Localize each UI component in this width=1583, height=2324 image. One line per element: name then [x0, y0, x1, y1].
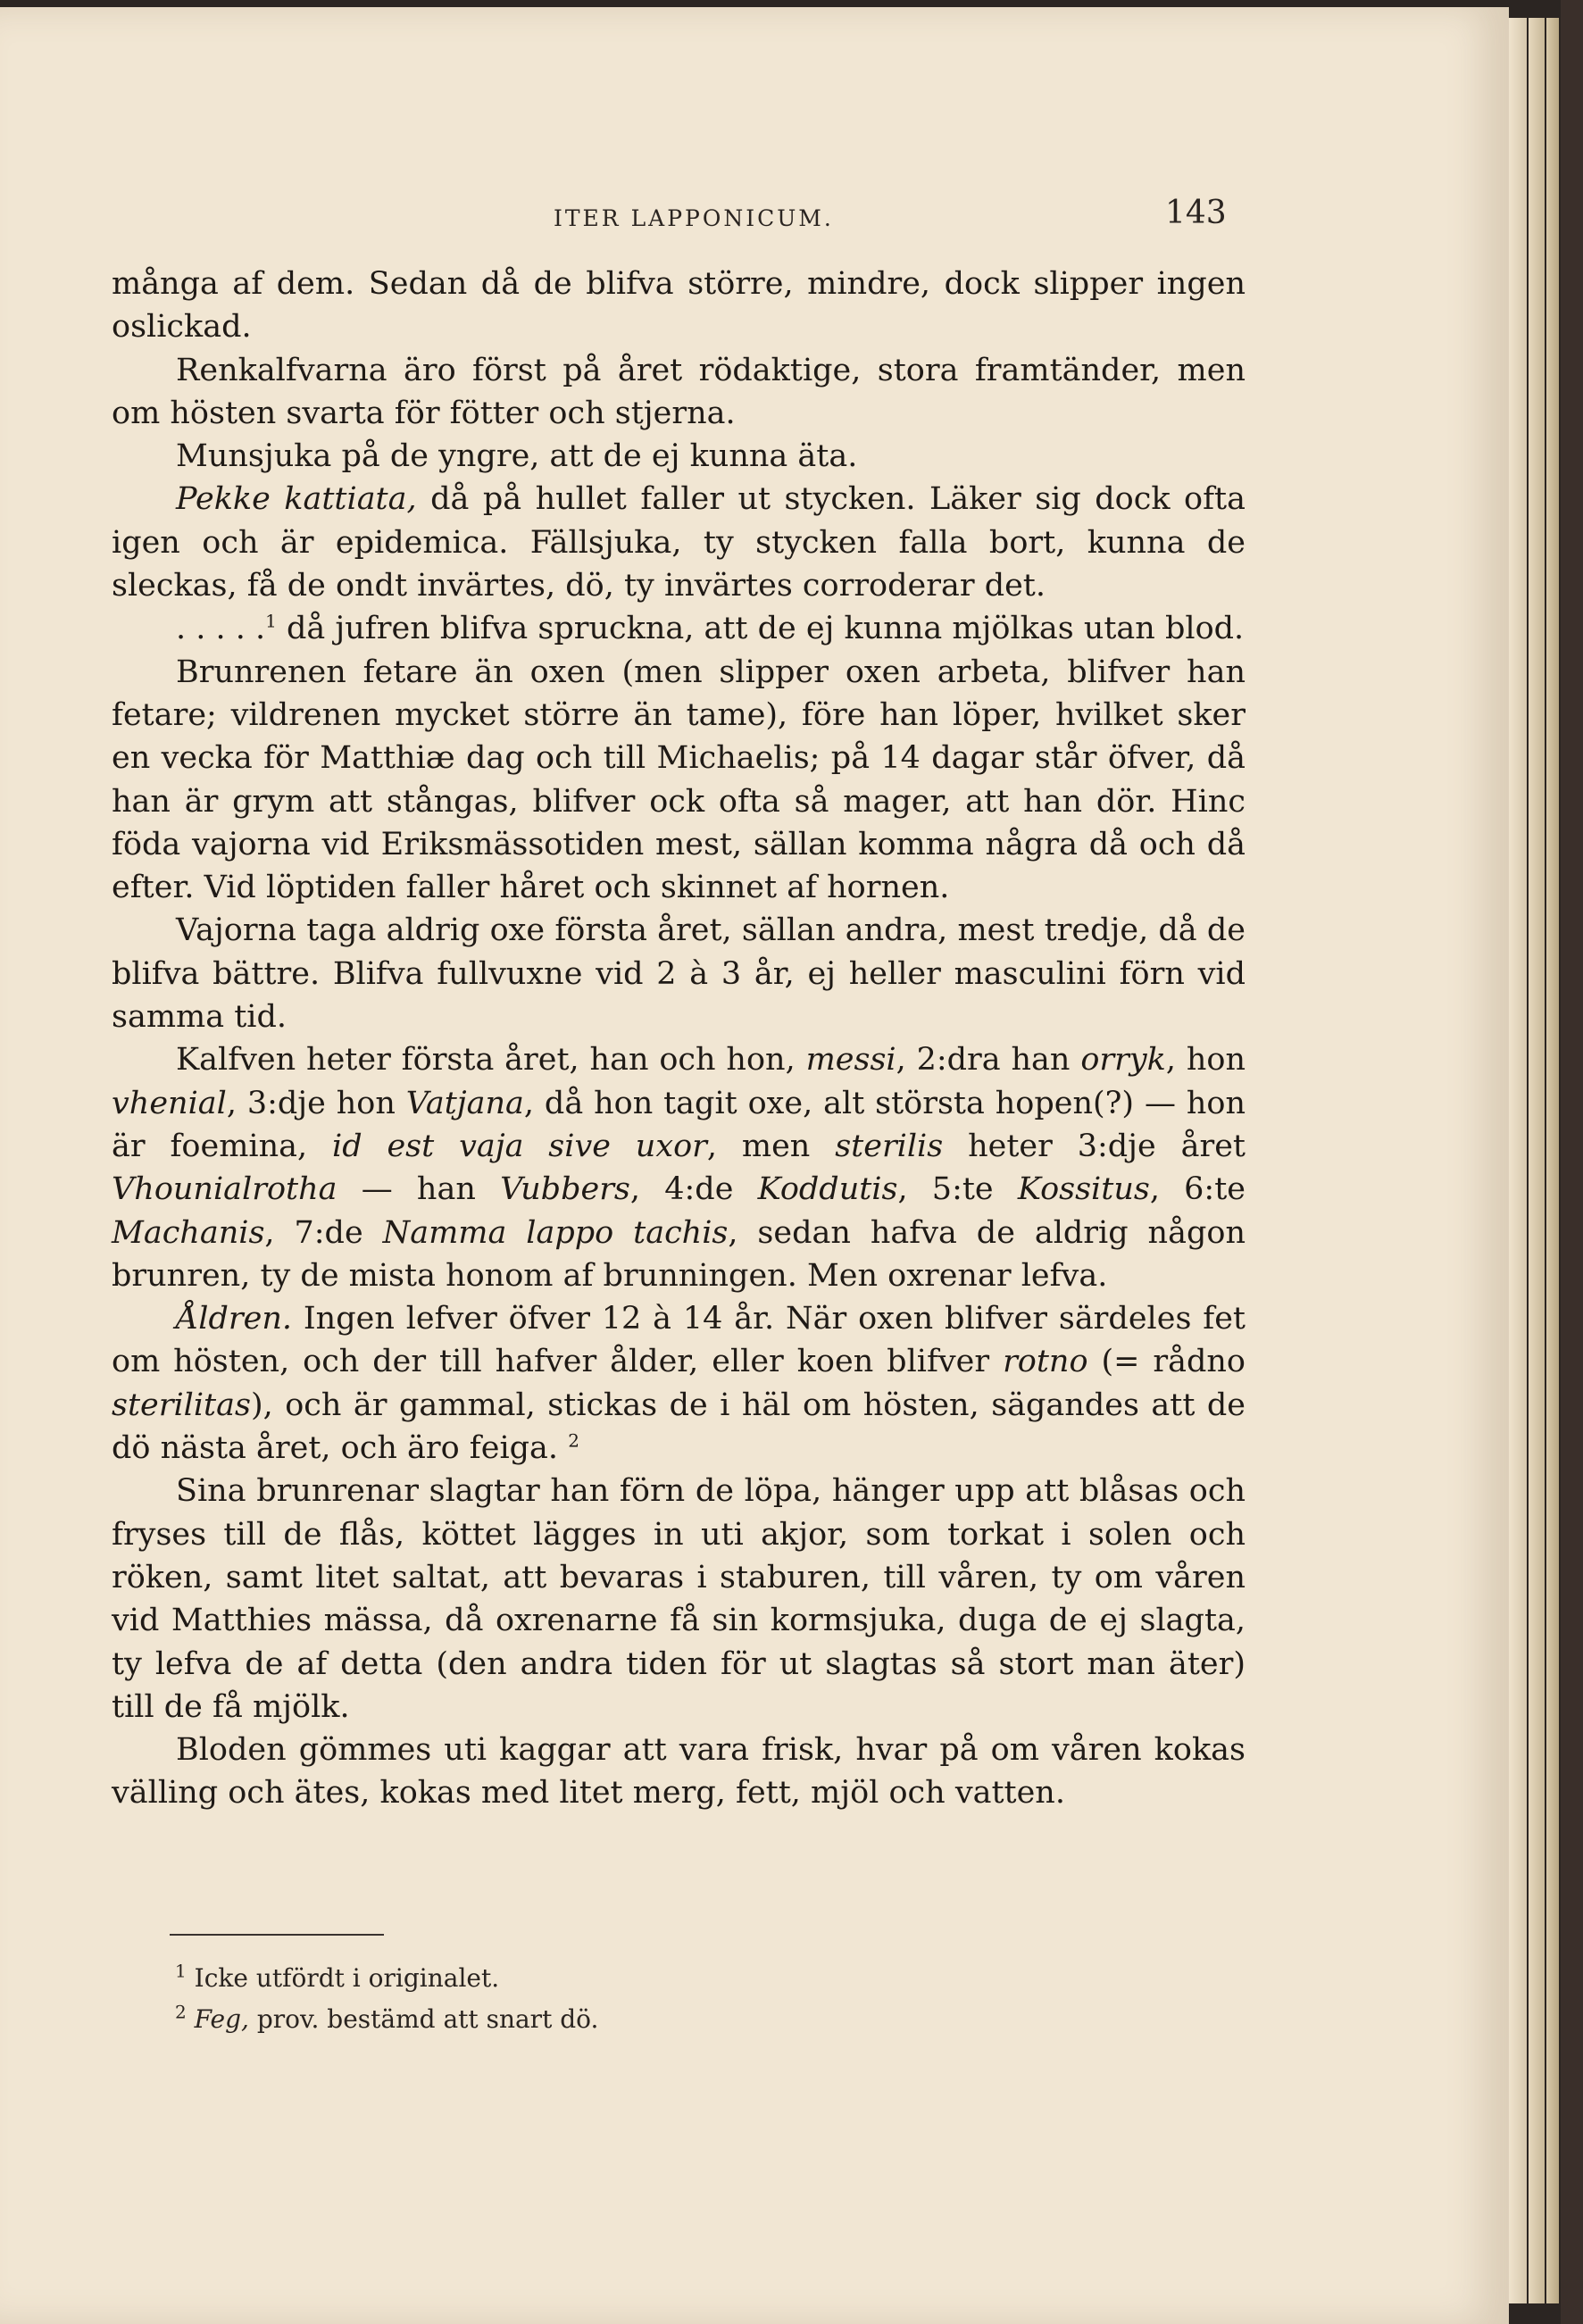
term-id-est: id est vaja sive uxor	[332, 1128, 707, 1164]
footnote-ref-2: 2	[568, 1429, 579, 1452]
term-machanis: Machanis	[112, 1214, 265, 1251]
p8-text: , 3:dje hon	[226, 1085, 406, 1121]
body-text	[112, 262, 1246, 1815]
paragraph-5-text: då jufren blifva spruckna, att de ej kunna mjölkas utan blod.	[276, 611, 1245, 647]
p8-text: heter 3:dje året	[943, 1128, 1246, 1164]
p9-text: Ingen lefver öfver 12 à 14 år. När oxen blifver särdeles fet om hösten, och der till hafver ålder, eller koen blifver	[112, 1301, 1246, 1380]
p8-text: , då hon tagit oxe, alt största hopen(?) — hon är foemina,	[112, 1085, 1246, 1164]
term-aldren: Åldren.	[176, 1301, 292, 1337]
p8-text: , 5:te	[897, 1171, 1018, 1208]
p8-text: Kalfven heter första året, han och hon,	[176, 1042, 806, 1079]
footnote-mark-2: 2	[175, 2001, 187, 2023]
term-pekke-kattiata: Pekke kattiata,	[176, 481, 417, 518]
ellipsis-dots: . . . . .	[176, 611, 266, 647]
p8-text: , 6:te	[1149, 1171, 1246, 1208]
p9-text: ), och är gammal, stickas de i häl om hösten, sägandes att de dö nästa året, och äro feiga.	[112, 1387, 1246, 1467]
page-edge	[1509, 18, 1527, 2303]
page-edge	[1546, 18, 1559, 2303]
paragraph-6: Brunrenen fetare än oxen (men slipper oxen arbeta, blifver han fetare; vildrenen mycket större än tame), före han löper, hvilket sker en vecka för Matthiæ dag och till Michaelis; på 14 dagar står öfver, då han är grym att stångas, blifver ock ofta så mager, att han dör. Hinc föda vajorna vid Eriksmässotiden mest, sällan komma några då och då efter. Vid löptiden faller håret och skinnet af hornen.	[112, 654, 1246, 906]
paragraph-4	[112, 478, 1246, 607]
p8-text: , 7:de	[264, 1214, 383, 1251]
footnote-text: Icke utfördt i originalet.	[186, 1963, 500, 1993]
term-vatjana: Vatjana	[405, 1085, 524, 1121]
p9-text: (= rådno	[1087, 1344, 1246, 1380]
paragraph-3: Munsjuka på de yngre, att de ej kunna äta.	[176, 438, 858, 475]
book-page	[0, 7, 1509, 2324]
paragraph-8	[112, 1038, 1246, 1297]
footnote-2	[175, 1999, 979, 2040]
term-koddutis: Koddutis	[757, 1171, 898, 1208]
paragraph-2: Renkalfvarna äro först på året rödaktige, stora framtänder, men om hösten svarta för fötter och stjerna.	[112, 352, 1246, 431]
footnote-rule	[170, 1934, 384, 1936]
paragraph-9	[112, 1297, 1246, 1470]
paragraph-11: Bloden gömmes uti kaggar att vara frisk, hvar på om våren kokas välling och ätes, kokas med litet merg, fett, mjöl och vatten.	[112, 1732, 1246, 1812]
paragraph-5	[112, 607, 1246, 650]
term-messi: messi	[805, 1042, 896, 1079]
book-cover-edge	[1561, 0, 1583, 2324]
page-edge	[1529, 18, 1545, 2303]
paragraph-10: Sina brunrenar slagtar han förn de löpa, hänger upp att blåsas och fryses till de flås, köttet lägges in uti akjor, som torkat i solen och röken, samt litet saltat, att bevaras i staburen, till våren, ty om våren vid Matthies mässa, då oxrenarne få sin kormsjuka, duga de ej slagta, ty lefva de af detta (den andra tiden för ut slagtas så stort man äter) till de få mjölk.	[112, 1473, 1246, 1725]
p8-text: , 4:de	[629, 1171, 758, 1208]
term-rotno: rotno	[1003, 1344, 1088, 1380]
footnote-text: prov. bestämd att snart dö.	[248, 2004, 599, 2034]
running-title: ITER LAPPONICUM.	[554, 205, 834, 231]
p8-text: , sedan hafva de aldrig någon brunren, ty de mista honom af brunningen. Men oxrenar lefva.	[112, 1214, 1246, 1294]
p8-text: — han	[337, 1171, 501, 1208]
footnote-1	[175, 1958, 979, 1999]
p8-text: , hon	[1165, 1042, 1246, 1079]
term-vhenial: vhenial	[112, 1085, 227, 1121]
footnote-term: Feg,	[194, 2004, 249, 2034]
term-namma-lappo-tachis: Namma lappo tachis	[382, 1214, 729, 1251]
term-orryk: orryk	[1080, 1042, 1166, 1079]
p8-text: , men	[706, 1128, 836, 1164]
paragraph-7: Vajorna taga aldrig oxe första året, sällan andra, mest tredje, då de blifva bättre. Blifva fullvuxne vid 2 à 3 år, ej heller masculini förn vid samma tid.	[112, 912, 1246, 1036]
page-number: 143	[1165, 195, 1227, 231]
paragraph-1: många af dem. Sedan då de blifva större, mindre, dock slipper ingen oslickad.	[112, 266, 1246, 346]
paragraph-4-text: då på hullet faller ut stycken. Läker sig dock ofta igen och är epidemica. Fällsjuka, ty stycken falla bort, kunna de sleckas, få de ondt invärtes, dö, ty invärtes corroderar det.	[112, 481, 1246, 604]
term-vubbers: Vubbers	[500, 1171, 630, 1208]
term-vhounialrotha: Vhounialrotha	[112, 1171, 337, 1208]
term-kossitus: Kossitus	[1017, 1171, 1150, 1208]
p8-text: , 2:dra han	[896, 1042, 1081, 1079]
term-sterilitas: sterilitas	[112, 1387, 251, 1423]
footnote-ref-1: 1	[265, 610, 277, 632]
footnote-mark-1: 1	[175, 1960, 187, 1982]
term-sterilis: sterilis	[835, 1128, 944, 1164]
footnotes	[175, 1958, 979, 2040]
